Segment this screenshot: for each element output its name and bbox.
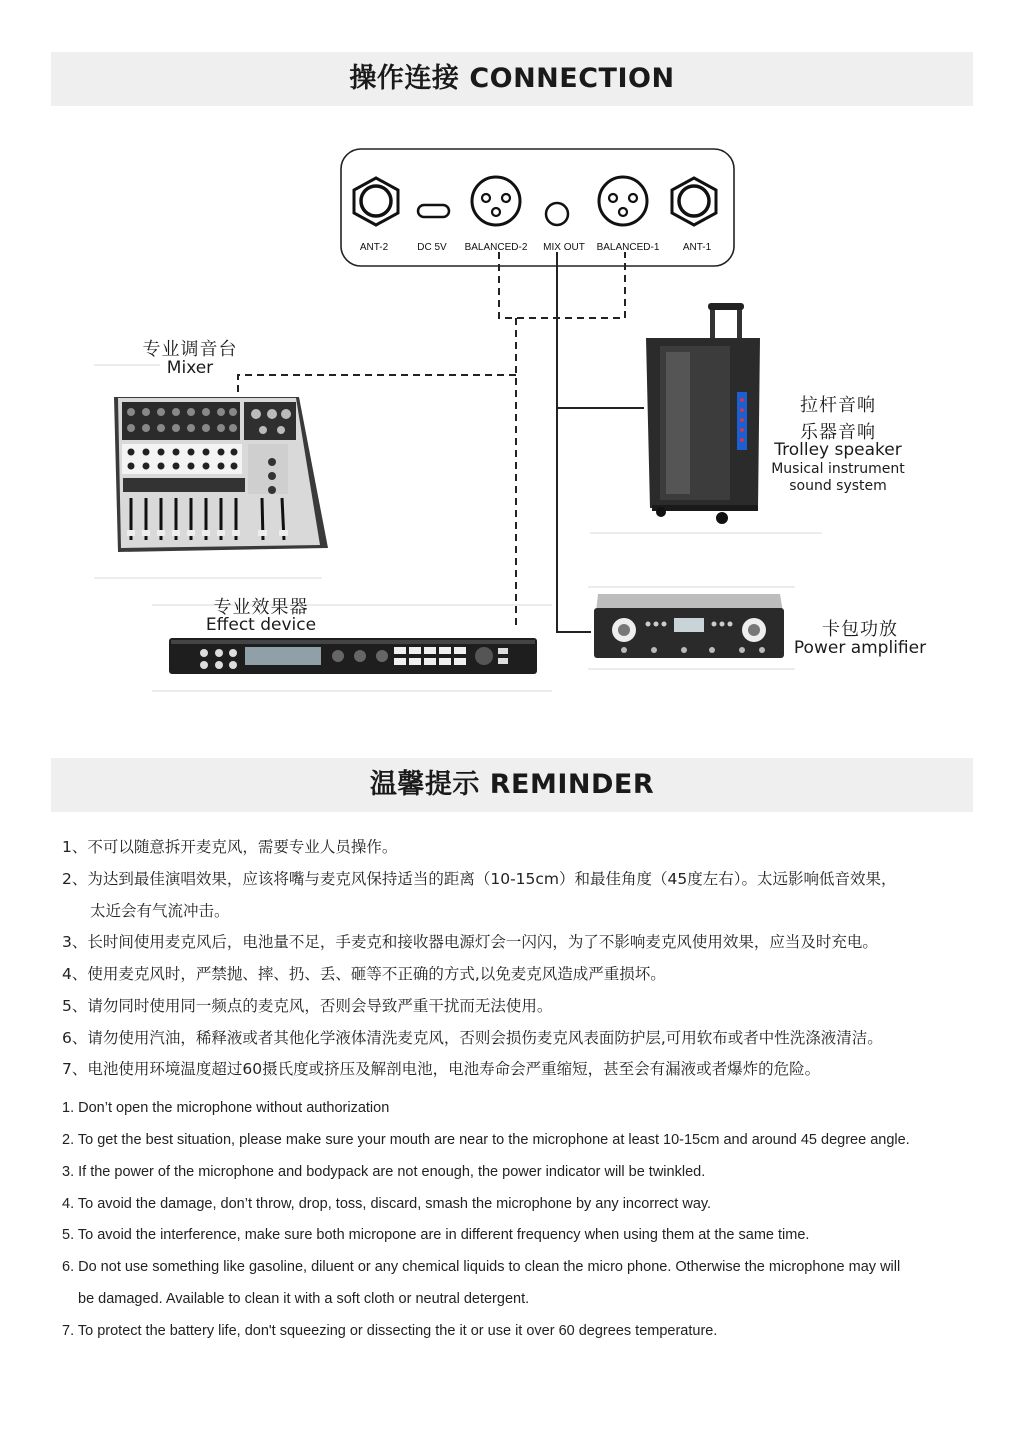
port-label-dc-5v: DC 5V xyxy=(417,242,447,253)
balanced-2-xlr-icon xyxy=(472,177,520,225)
trolley-label-zh-1: 拉杆音响 xyxy=(800,395,876,416)
mixer-label-zh: 专业调音台 xyxy=(142,339,238,360)
ant-2-connector-icon xyxy=(354,178,398,225)
port-label-mix-out: MIX OUT xyxy=(543,242,585,253)
mix-out-wiring xyxy=(557,252,644,632)
mix-out-jack-icon xyxy=(546,203,568,225)
effect-device-image xyxy=(169,638,537,674)
port-label-ant-1: ANT-1 xyxy=(682,242,712,253)
ant-1-connector-icon xyxy=(672,178,716,225)
port-label-ant-2: ANT-2 xyxy=(359,242,389,253)
reminder-en-2: 2. To get the best situation, please make sure your mouth are near to the microphone at least 10-15cm and around 45 degree angle. xyxy=(62,1132,910,1148)
amplifier-label-en: Power amplifier xyxy=(793,638,927,658)
reminder-en-7: 7. To protect the battery life, don't squeezing or dissecting the it or use it over 60 degrees temperature. xyxy=(62,1323,718,1339)
reminder-zh-3: 3、长时间使用麦克风后，电池量不足，手麦克和接收器电源灯会一闪闪，为了不影响麦克风使用效果，应当及时充电。 xyxy=(62,933,878,951)
reminder-zh-5: 5、请勿同时使用同一频点的麦克风，否则会导致严重干扰而无法使用。 xyxy=(62,997,553,1015)
connection-title: 操作连接 CONNECTION xyxy=(349,63,675,94)
mixer-image xyxy=(114,397,328,552)
reminder-zh-6: 6、请勿使用汽油，稀释液或者其他化学液体清洗麦克风，否则会损伤麦克风表面防护层,可用软布或者中性洗涤液清洁。 xyxy=(62,1029,883,1047)
effect-label-zh: 专业效果器 xyxy=(213,597,309,618)
trolley-label-en-3: sound system xyxy=(789,478,887,494)
trolley-label-en-2: Musical instrument xyxy=(771,461,905,477)
reminder-en-6: 6. Do not use something like gasoline, diluent or any chemical liquids to clean the micro phone. Otherwise the microphone may will xyxy=(62,1259,901,1275)
reminder-en-1: 1. Don’t open the microphone without authorization xyxy=(62,1100,390,1116)
reminder-en-6-cont: be damaged. Available to clean it with a soft cloth or neutral detergent. xyxy=(78,1291,530,1307)
reminder-zh-7: 7、电池使用环境温度超过60摄氏度或挤压及解剖电池，电池寿命会严重缩短，甚至会有漏液或者爆炸的危险。 xyxy=(62,1060,821,1078)
reminder-banner xyxy=(51,758,973,812)
reminder-en-4: 4. To avoid the damage, don’t throw, drop, toss, discard, smash the microphone by any incorrect way. xyxy=(62,1196,712,1212)
port-label-balanced-1: BALANCED-1 xyxy=(596,242,660,253)
trolley-speaker-image xyxy=(646,303,760,524)
effect-label-en: Effect device xyxy=(205,615,317,635)
trolley-label-zh-2: 乐器音响 xyxy=(800,422,876,443)
port-label-balanced-2: BALANCED-2 xyxy=(464,242,528,253)
reminder-zh-2: 2、为达到最佳演唱效果，应该将嘴与麦克风保持适当的距离（10-15cm）和最佳角度（45度左右）。太远影响低音效果， xyxy=(62,870,897,888)
reminder-title: 温馨提示 REMINDER xyxy=(369,769,655,800)
reminder-zh-1: 1、不可以随意拆开麦克风，需要专业人员操作。 xyxy=(62,838,398,856)
reminder-en-5: 5. To avoid the interference, make sure both micropone are in different frequency when using them at the same time. xyxy=(62,1227,810,1243)
mixer-label-en: Mixer xyxy=(166,358,214,378)
power-amplifier-image xyxy=(594,594,784,658)
amplifier-label-zh: 卡包功放 xyxy=(822,619,898,640)
dc-5v-port-icon xyxy=(418,205,449,217)
reminder-zh-2-cont: 太近会有气流冲击。 xyxy=(90,902,230,920)
balanced-1-xlr-icon xyxy=(599,177,647,225)
reminder-en-3: 3. If the power of the microphone and bodypack are not enough, the power indicator will be twinkled. xyxy=(62,1164,706,1180)
trolley-label-en-1: Trolley speaker xyxy=(774,440,902,460)
reminder-zh-4: 4、使用麦克风时，严禁抛、摔、扔、丢、砸等不正确的方式,以免麦克风造成严重损坏。 xyxy=(62,965,666,983)
